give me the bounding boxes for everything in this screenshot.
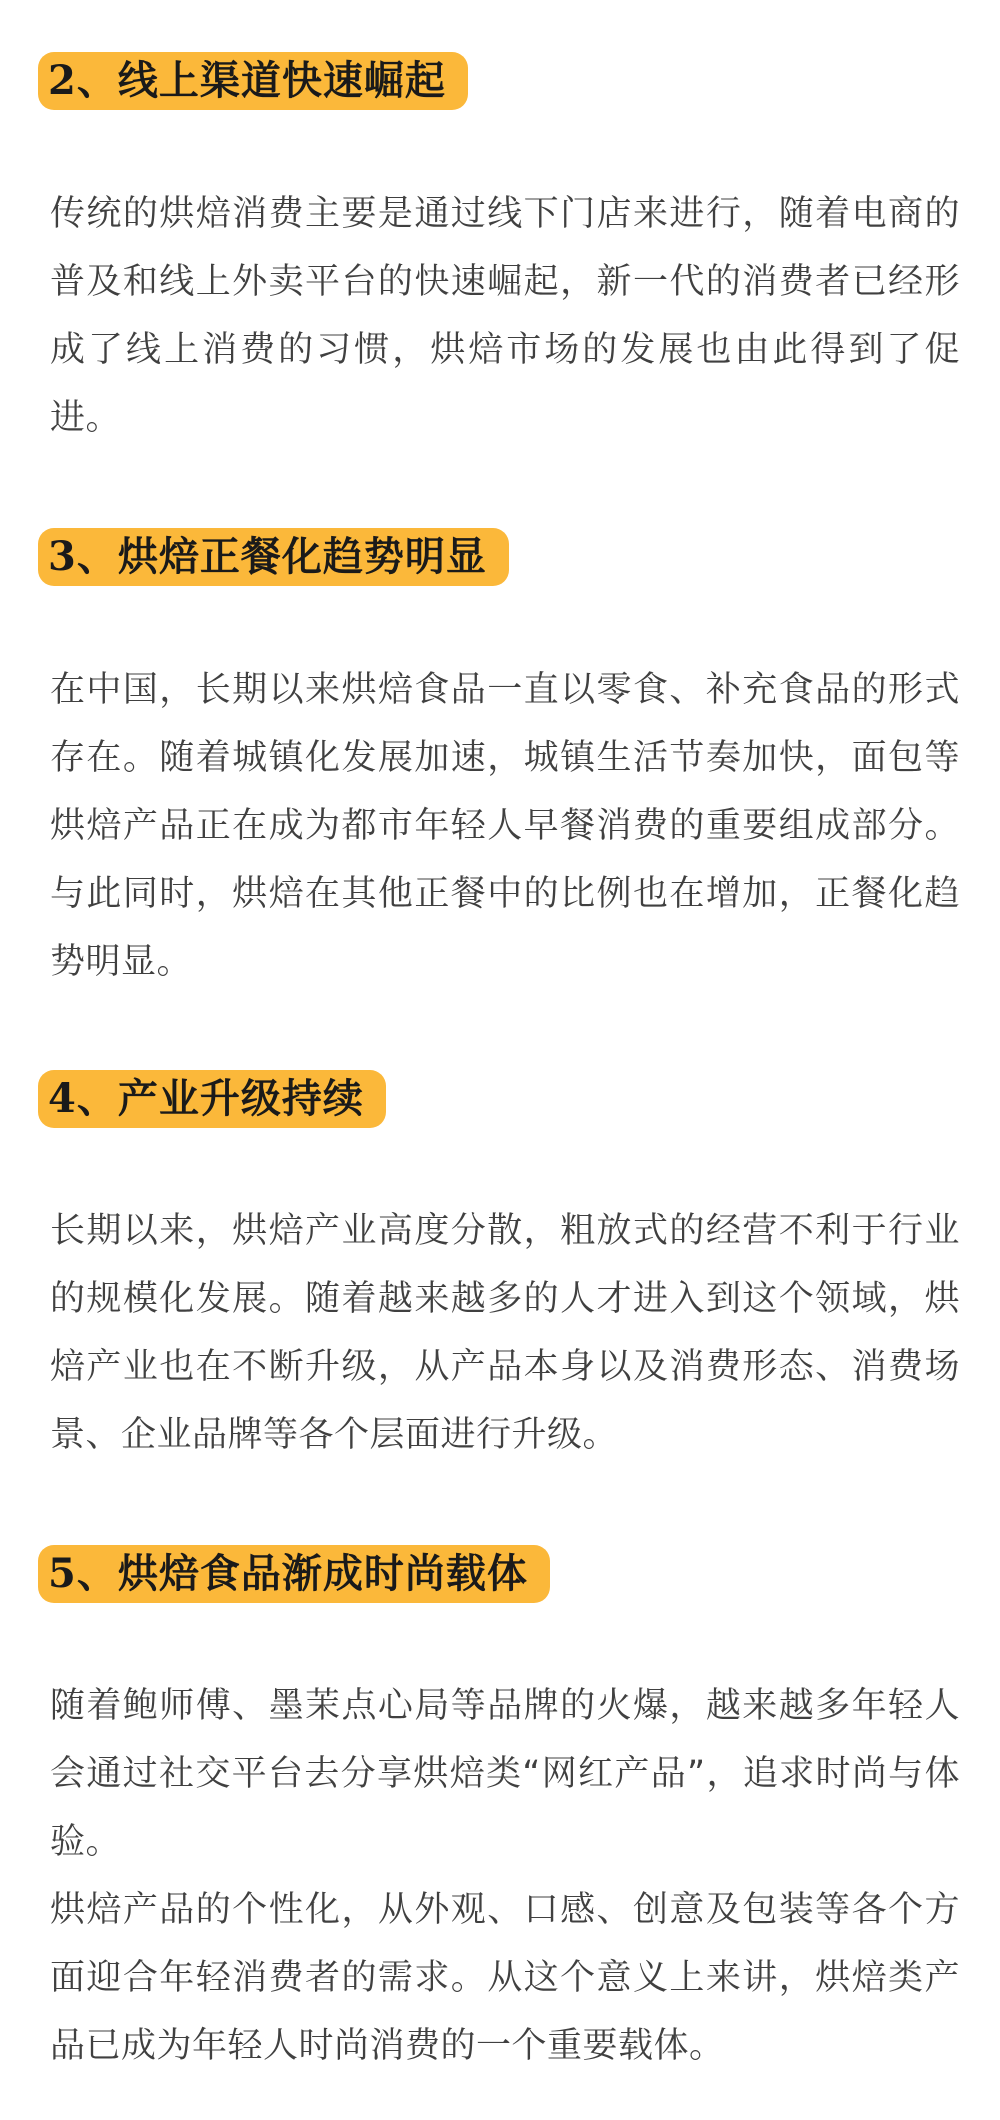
- section-heading-2: [38, 52, 468, 110]
- section-title: 5、烘焙食品渐成时尚载体: [48, 1550, 528, 1597]
- section-title: 4、产业升级持续: [48, 1075, 364, 1122]
- section-paragraph: 烘焙产品的个性化，从外观、口感、创意及包装等各个方面迎合年轻消费者的需求。从这个意义上来讲，烘焙类产品已成为年轻人时尚消费的一个重要载体。: [50, 1890, 960, 2066]
- section-heading-5: [38, 1545, 550, 1603]
- section-heading-4: [38, 1070, 386, 1128]
- section-title: 2、线上渠道快速崛起: [48, 57, 446, 104]
- section-paragraph: 随着鲍师傅、墨茉点心局等品牌的火爆，越来越多年轻人会通过社交平台去分享烘焙类“网红产品”，追求时尚与体验。: [50, 1686, 960, 1862]
- section-title: 3、烘焙正餐化趋势明显: [48, 533, 487, 580]
- section-paragraph: 传统的烘焙消费主要是通过线下门店来进行，随着电商的普及和线上外卖平台的快速崛起，新一代的消费者已经形成了线上消费的习惯，烘焙市场的发展也由此得到了促进。: [50, 194, 960, 438]
- section-paragraph: 长期以来，烘焙产业高度分散，粗放式的经营不利于行业的规模化发展。随着越来越多的人才进入到这个领域，烘焙产业也在不断升级，从产品本身以及消费形态、消费场景、企业品牌等各个层面进行升级。: [50, 1211, 960, 1455]
- section-paragraph: 在中国，长期以来烘焙食品一直以零食、补充食品的形式存在。随着城镇化发展加速，城镇生活节奏加快，面包等烘焙产品正在成为都市年轻人早餐消费的重要组成部分。与此同时，烘焙在其他正餐中的比例也在增加，正餐化趋势明显。: [50, 670, 960, 982]
- section-heading-3: [38, 528, 509, 586]
